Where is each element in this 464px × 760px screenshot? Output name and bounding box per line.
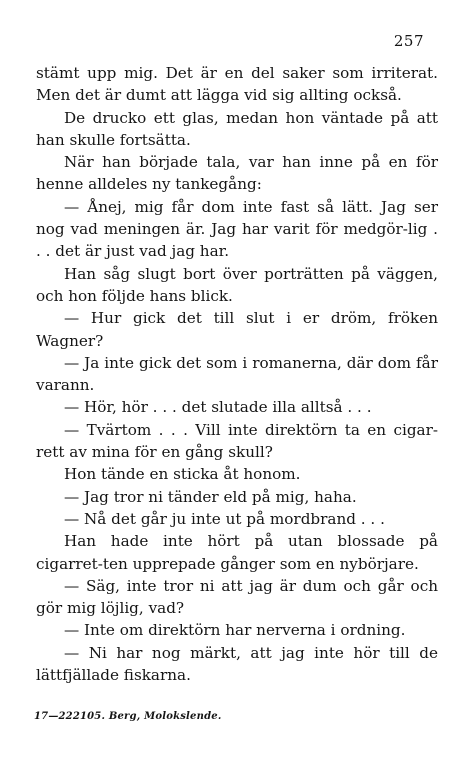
paragraph: Hon tände en sticka åt honom.: [64, 465, 301, 484]
paragraph: När han började tala, var han inne på en för henne alldeles ny tankegång:: [36, 153, 438, 194]
paragraph: — Ni har nog märkt, att jag inte hör till de lättfjällade fiskarna.: [36, 643, 438, 685]
paragraph: — Nå det går ju inte ut på mordbrand . . .: [64, 509, 385, 528]
paragraph: Han såg slugt bort över porträtten på väggen, och hon följde hans blick.: [36, 264, 438, 305]
paragraph: — Ja inte gick det som i romanerna, där dom får varann.: [36, 353, 438, 395]
paragraph: — Jag tror ni tänder eld på mig, haha.: [64, 487, 357, 506]
paragraph: stämt upp mig. Det är en del saker som irriterat. Men det är dumt att lägga vid sig allting också.: [36, 64, 438, 105]
paragraph: — Hör, hör . . . det slutade illa alltså . . .: [64, 398, 372, 417]
body-text: [36, 62, 438, 686]
paragraph: — Ånej, mig får dom inte fast så lätt. Jag ser nog vad meningen är. Jag har varit för medgör-lig . . . det är just vad jag har.: [36, 197, 438, 261]
paragraph: — Säg, inte tror ni att jag är dum och går och gör mig löjlig, vad?: [36, 576, 438, 618]
paragraph: Han hade inte hört på utan blossade på cigarret-ten upprepade gånger som en nybörjare.: [36, 532, 438, 573]
paragraph: — Inte om direktörn har nerverna i ordning.: [64, 621, 406, 640]
paragraph: De drucko ett glas, medan hon väntade på att han skulle fortsätta.: [36, 108, 438, 149]
printer-signature: 17—222105. Berg, Molokslende.: [34, 711, 222, 722]
page-number: 257: [393, 32, 424, 50]
paragraph: — Tvärtom . . . Vill inte direktörn ta en cigar-rett av mina för en gång skull?: [36, 420, 438, 462]
paragraph: — Hur gick det till slut i er dröm, fröken Wagner?: [36, 309, 438, 350]
